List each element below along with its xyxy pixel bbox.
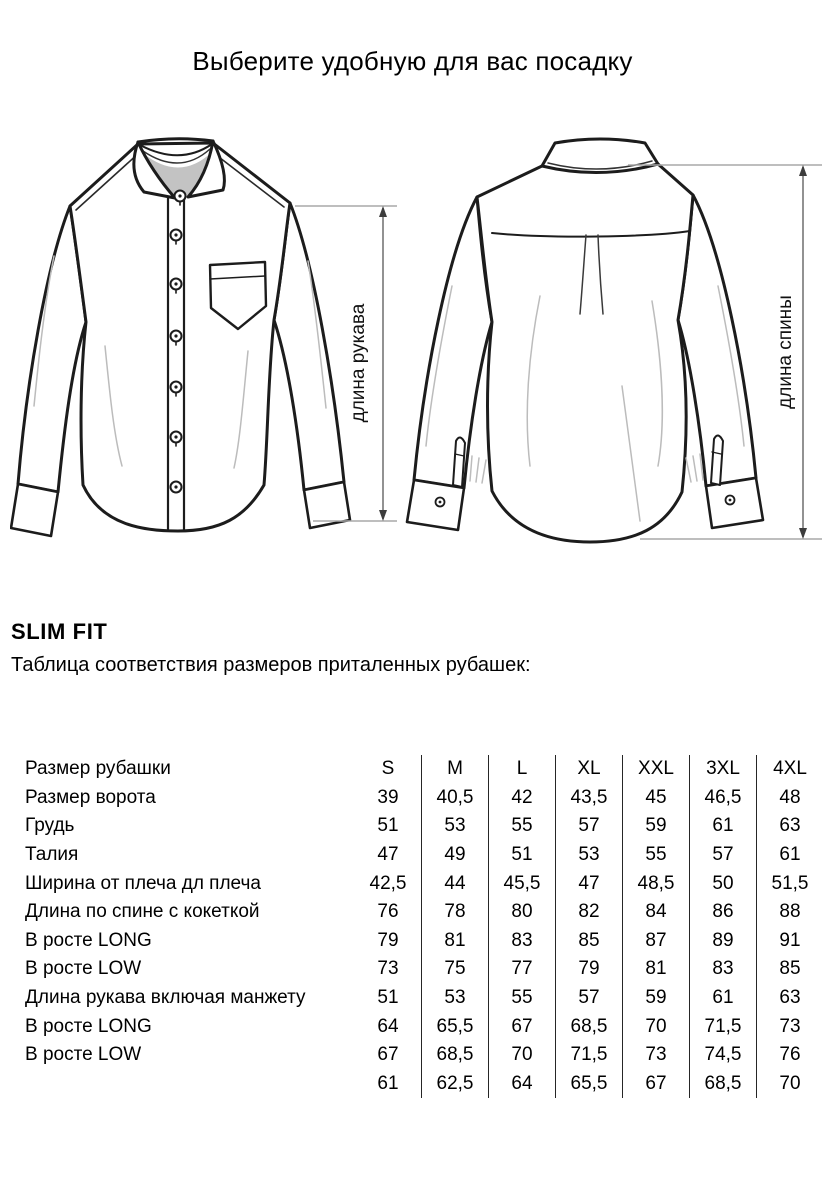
size-value: 91 — [757, 927, 824, 956]
size-table-row — [25, 1070, 823, 1099]
size-table-row — [25, 984, 823, 1013]
size-value: 57 — [690, 841, 757, 870]
size-value: 45,5 — [489, 869, 556, 898]
size-value: 51 — [377, 815, 399, 837]
row-label: В росте LONG — [25, 1015, 152, 1037]
size-value: 57 — [556, 812, 623, 841]
size-table-row — [25, 812, 823, 841]
page-title: Выберите удобную для вас посадку — [192, 46, 633, 76]
size-table-row — [25, 927, 823, 956]
size-value: 51 — [489, 841, 556, 870]
size-value: 62,5 — [422, 1070, 489, 1099]
row-label: Ширина от плеча дл плеча — [25, 872, 261, 894]
size-column-header: L — [489, 755, 556, 784]
size-value: 68,5 — [690, 1070, 757, 1099]
size-value: 42 — [489, 784, 556, 813]
size-value: 55 — [489, 812, 556, 841]
size-table-row — [25, 1012, 823, 1041]
row-label: Размер ворота — [25, 786, 156, 808]
size-column-header: S — [381, 758, 395, 780]
size-value: 59 — [623, 984, 690, 1013]
size-value: 81 — [623, 955, 690, 984]
size-value: 71,5 — [690, 1012, 757, 1041]
size-value: 48,5 — [623, 869, 690, 898]
size-value: 73 — [757, 1012, 824, 1041]
size-value: 87 — [623, 927, 690, 956]
size-value: 55 — [623, 841, 690, 870]
size-table-row — [25, 841, 823, 870]
size-table — [25, 755, 823, 1098]
size-value: 76 — [757, 1041, 824, 1070]
size-value: 47 — [377, 844, 399, 866]
size-value: 78 — [422, 898, 489, 927]
size-value: 67 — [377, 1044, 399, 1066]
row-label: Грудь — [25, 815, 75, 837]
size-value: 53 — [422, 984, 489, 1013]
size-value: 44 — [422, 869, 489, 898]
size-value: 64 — [377, 1015, 399, 1037]
size-value: 43,5 — [556, 784, 623, 813]
size-value: 79 — [377, 929, 399, 951]
size-value: 47 — [556, 869, 623, 898]
size-value: 59 — [623, 812, 690, 841]
size-value: 79 — [556, 955, 623, 984]
sleeve-length-label: длина рукава — [348, 303, 369, 423]
size-table-caption: Таблица соответствия размеров приталенных рубашек: — [11, 654, 531, 676]
size-value: 65,5 — [556, 1070, 623, 1099]
size-value: 73 — [377, 958, 399, 980]
row-label: В росте LONG — [25, 929, 152, 951]
back-length-label: длина спины — [775, 295, 796, 409]
row-label: В росте LOW — [25, 1044, 142, 1066]
size-value: 48 — [757, 784, 824, 813]
size-value: 67 — [623, 1070, 690, 1099]
size-value: 61 — [377, 1072, 399, 1094]
size-value: 49 — [422, 841, 489, 870]
size-value: 51 — [377, 987, 399, 1009]
size-value: 70 — [489, 1041, 556, 1070]
size-column-header: 4XL — [757, 755, 824, 784]
size-value: 81 — [422, 927, 489, 956]
size-column-header: XXL — [623, 755, 690, 784]
size-value: 46,5 — [690, 784, 757, 813]
size-value: 70 — [757, 1070, 824, 1099]
row-label: Размер рубашки — [25, 758, 171, 780]
row-label — [25, 1070, 355, 1099]
size-value: 89 — [690, 927, 757, 956]
size-column-header: M — [422, 755, 489, 784]
size-value: 77 — [489, 955, 556, 984]
size-column-header: 3XL — [690, 755, 757, 784]
row-label: Талия — [25, 844, 79, 866]
size-table-row — [25, 898, 823, 927]
size-table-row — [25, 955, 823, 984]
size-table-row — [25, 869, 823, 898]
size-value: 64 — [489, 1070, 556, 1099]
size-table-header-row — [25, 755, 823, 784]
size-value: 83 — [489, 927, 556, 956]
row-label: В росте LOW — [25, 958, 142, 980]
size-value: 42,5 — [369, 872, 407, 894]
size-value: 65,5 — [422, 1012, 489, 1041]
size-value: 75 — [422, 955, 489, 984]
size-value: 86 — [690, 898, 757, 927]
size-value: 51,5 — [757, 869, 824, 898]
size-value: 61 — [690, 812, 757, 841]
size-value: 63 — [757, 812, 824, 841]
size-value: 80 — [489, 898, 556, 927]
size-value: 76 — [377, 901, 399, 923]
size-value: 57 — [556, 984, 623, 1013]
size-value: 84 — [623, 898, 690, 927]
size-value: 55 — [489, 984, 556, 1013]
size-value: 85 — [757, 955, 824, 984]
size-value: 68,5 — [422, 1041, 489, 1070]
size-table-row — [25, 1041, 823, 1070]
size-value: 74,5 — [690, 1041, 757, 1070]
size-value: 63 — [757, 984, 824, 1013]
size-value: 61 — [757, 841, 824, 870]
size-table-row — [25, 784, 823, 813]
row-label: Длина рукава включая манжету — [25, 987, 306, 1009]
size-value: 53 — [556, 841, 623, 870]
size-value: 67 — [489, 1012, 556, 1041]
size-value: 88 — [757, 898, 824, 927]
size-value: 40,5 — [422, 784, 489, 813]
size-value: 71,5 — [556, 1041, 623, 1070]
size-value: 68,5 — [556, 1012, 623, 1041]
size-value: 45 — [623, 784, 690, 813]
size-value: 73 — [623, 1041, 690, 1070]
size-value: 82 — [556, 898, 623, 927]
row-label: Длина по спине с кокеткой — [25, 901, 260, 923]
size-value: 83 — [690, 955, 757, 984]
size-value: 70 — [623, 1012, 690, 1041]
size-value: 53 — [422, 812, 489, 841]
size-value: 50 — [690, 869, 757, 898]
size-value: 39 — [377, 786, 399, 808]
size-column-header: XL — [556, 755, 623, 784]
fit-type-heading: SLIM FIT — [11, 619, 108, 644]
size-value: 61 — [690, 984, 757, 1013]
size-value: 85 — [556, 927, 623, 956]
